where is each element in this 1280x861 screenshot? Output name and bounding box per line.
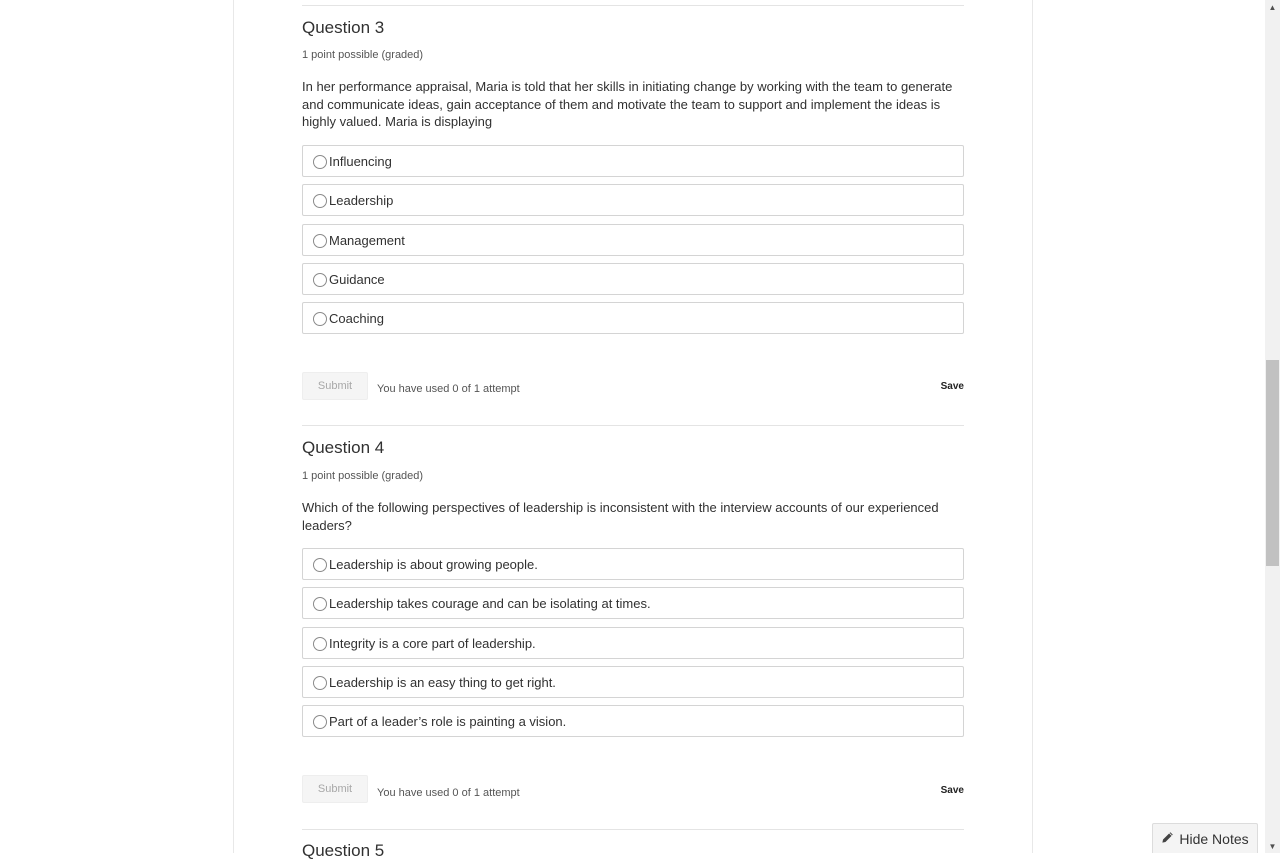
hide-notes-button[interactable]: [1152, 823, 1258, 853]
q4-choice-1[interactable]: [302, 548, 964, 580]
q4-submit-button[interactable]: Submit: [302, 775, 368, 803]
q4-attempts: You have used 0 of 1 attempt: [377, 787, 520, 799]
q3-attempts: You have used 0 of 1 attempt: [377, 383, 520, 395]
q4-save-button[interactable]: Save: [940, 785, 964, 796]
choice-label: Guidance: [329, 271, 385, 287]
scrollbar-thumb[interactable]: [1266, 360, 1279, 566]
q4-choice-5[interactable]: [302, 705, 964, 737]
question-4-text: Which of the following perspectives of leadership is inconsistent with the interview accounts of our experienced leaders?: [302, 500, 939, 533]
q3-save-button[interactable]: Save: [940, 381, 964, 392]
radio-button[interactable]: [313, 194, 327, 208]
choice-label: Management: [329, 232, 405, 248]
radio-button[interactable]: [313, 715, 327, 729]
pencil-icon: [1161, 831, 1174, 847]
q4-choice-3[interactable]: [302, 627, 964, 659]
choice-label: Part of a leader’s role is painting a vision.: [329, 713, 567, 729]
q3-choice-leadership[interactable]: [302, 184, 964, 216]
page-scrollbar[interactable]: [1265, 0, 1280, 853]
radio-button[interactable]: [313, 273, 327, 287]
q3-choice-coaching[interactable]: [302, 302, 964, 334]
q4-choice-2[interactable]: [302, 587, 964, 619]
divider: [302, 829, 964, 830]
radio-button[interactable]: [313, 312, 327, 326]
scroll-up-icon[interactable]: ▲: [1268, 2, 1277, 12]
hide-notes-label: Hide Notes: [1179, 830, 1249, 847]
choice-label: Leadership is about growing people.: [329, 556, 538, 572]
radio-button[interactable]: [313, 155, 327, 169]
divider: [302, 5, 964, 6]
radio-button[interactable]: [313, 234, 327, 248]
q3-choice-guidance[interactable]: [302, 263, 964, 295]
question-5-title: Question 5: [302, 841, 385, 860]
radio-button[interactable]: [313, 637, 327, 651]
course-page: [233, 0, 1033, 860]
choice-label: Leadership is an easy thing to get right.: [329, 674, 556, 690]
choice-label: Leadership: [329, 192, 394, 208]
question-3-points: 1 point possible (graded): [302, 49, 424, 61]
q4-choice-4[interactable]: [302, 666, 964, 698]
question-4-points: 1 point possible (graded): [302, 470, 424, 482]
choice-label: Influencing: [329, 153, 392, 169]
radio-button[interactable]: [313, 558, 327, 572]
choice-label: Coaching: [329, 310, 384, 326]
scroll-down-icon[interactable]: ▼: [1268, 841, 1277, 851]
divider: [302, 425, 964, 426]
question-4-title: Question 4: [302, 438, 385, 457]
q3-choice-influencing[interactable]: [302, 145, 964, 177]
radio-button[interactable]: [313, 676, 327, 690]
choice-label: Integrity is a core part of leadership.: [329, 635, 536, 651]
question-3-title: Question 3: [302, 18, 385, 37]
q3-submit-button[interactable]: Submit: [302, 372, 368, 400]
q3-choice-management[interactable]: [302, 224, 964, 256]
radio-button[interactable]: [313, 597, 327, 611]
question-3-text: In her performance appraisal, Maria is told that her skills in initiating change by working with the team to generate and communicate ideas, gain acceptance of them and motivate the team to support and implement the ideas is highly valued. Maria is displaying: [302, 79, 953, 129]
choice-label: Leadership takes courage and can be isolating at times.: [329, 595, 651, 611]
